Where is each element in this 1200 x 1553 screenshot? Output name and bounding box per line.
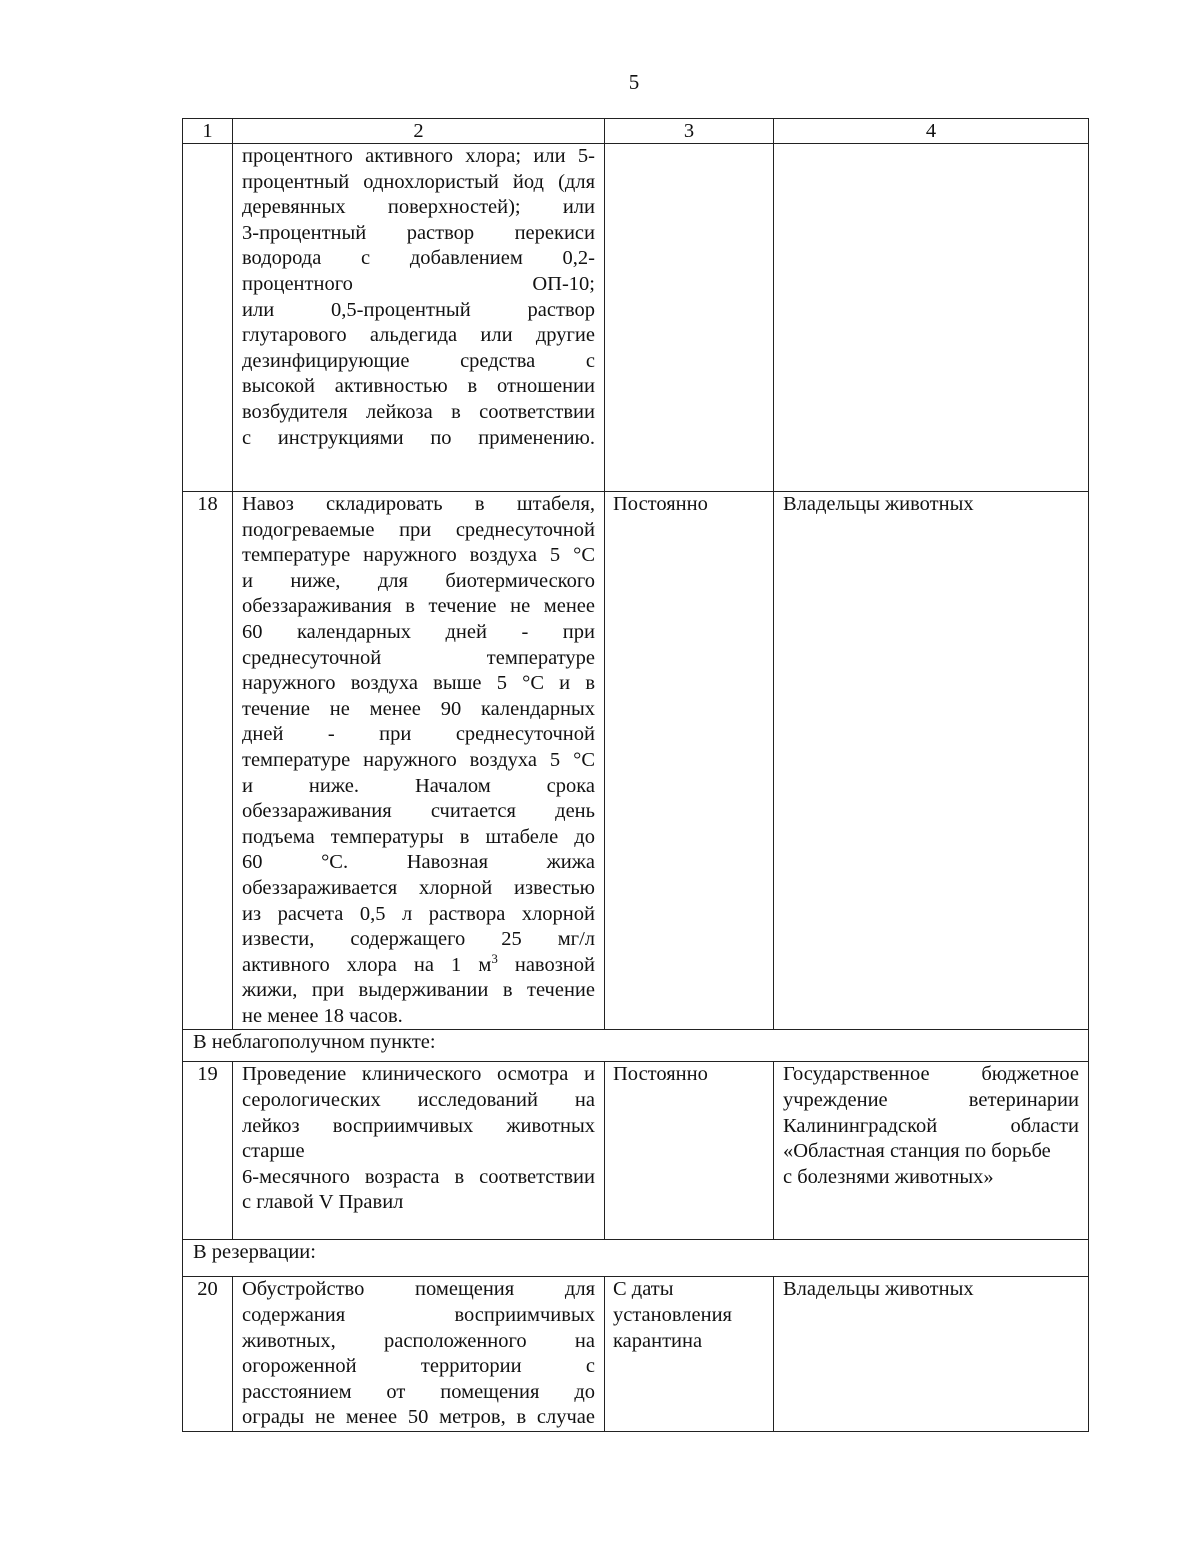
measure-line: глутарового альдегида или другие [242,324,595,347]
responsible-line: учреждение ветеринарии [783,1089,1079,1112]
term-cell [605,144,774,492]
header-col-3: 3 [605,119,774,144]
responsible-line: с болезнями животных» [783,1165,994,1188]
row-number: 18 [183,492,233,1030]
measure-line: возбудителя лейкоза в соответствии [242,400,595,423]
measure-line-part: навозной [497,953,596,976]
measure-line [242,950,596,979]
term-line: С даты [613,1278,674,1301]
measure-line: Проведение клинического осмотра и [242,1063,595,1086]
responsible-cell: Владельцы животных [774,492,1089,1030]
measure-line: температуре наружного воздуха 5 °С [242,748,595,771]
measure-line: обеззараживания в течение не менее [242,595,595,618]
page-number: 5 [628,70,640,94]
measure-line: высокой активностью в отношении [242,375,595,398]
section-title: В неблагополучном пункте: [183,1030,1089,1062]
measure-line: 6-месячного возраста в соответствии [242,1165,595,1188]
measure-text [233,492,605,1030]
measure-text [233,1062,605,1240]
responsible-cell: Владельцы животных [774,1277,1089,1432]
table-row [183,1062,1089,1240]
table-row [183,1277,1089,1432]
measure-line: или 0,5-процентный раствор [242,298,595,321]
table-header-row [183,119,1089,144]
measure-line: не менее 18 часов. [242,1004,403,1027]
measure-text [233,1277,605,1432]
table-row [183,492,1089,1030]
row-number: 20 [183,1277,233,1432]
measure-line: 60 °С. Навозная жижа [242,851,595,874]
measure-line: подъема температуры в штабеле до [242,825,595,848]
term-cell [605,1277,774,1432]
responsible-cell [774,1062,1089,1240]
measure-line: обеззараживания считается день [242,800,595,823]
measure-line: старше [242,1140,305,1163]
measure-line-part: активного хлора на 1 м [242,953,492,976]
measure-line: 3-процентный раствор перекиси [242,221,595,244]
measure-line: с инструкциями по применению. [242,426,595,449]
measure-line: серологических исследований на [242,1089,595,1112]
measure-line: подогреваемые при среднесуточной [242,518,595,541]
measure-line: водорода с добавлением 0,2- [242,247,595,270]
measure-line: наружного воздуха выше 5 °С и в [242,672,595,695]
term-cell: Постоянно [605,1062,774,1240]
row-number: 19 [183,1062,233,1240]
measure-line: течение не менее 90 календарных [242,697,595,720]
row-number [183,144,233,492]
term-cell: Постоянно [605,492,774,1030]
section-row [183,1240,1089,1277]
measure-line: содержания восприимчивых [242,1304,595,1327]
measure-line: процентного ОП-10; [242,272,595,295]
measure-line: расстоянием от помещения до [242,1380,595,1403]
term-line: карантина [613,1329,703,1352]
unit-superscript: 3 [491,950,498,966]
header-col-4: 4 [774,119,1089,144]
measure-line: жижи, при выдерживании в течение [242,979,595,1002]
measures-table [182,118,1089,1432]
measure-line: среднесуточной температуре [242,646,595,669]
measure-line: из расчета 0,5 л раствора хлорной [242,902,595,925]
measure-line: 60 календарных дней - при [242,620,595,643]
measure-line: температуре наружного воздуха 5 °С [242,544,595,567]
measure-line: деревянных поверхностей); или [242,196,595,219]
measure-line: дней - при среднесуточной [242,723,595,746]
header-col-2: 2 [233,119,605,144]
responsible-line: Калининградской области [783,1114,1079,1137]
measure-line: процентного активного хлора; или 5- [242,145,595,167]
measure-line: с главой V Правил [242,1191,404,1214]
measure-line: ограды не менее 50 метров, в случае [242,1406,595,1429]
measure-line: извести, содержащего 25 мг/л [242,928,595,951]
measure-line: дезинфицирующие средства с [242,349,595,372]
responsible-line: Государственное бюджетное [783,1063,1079,1086]
measure-text [233,144,605,492]
responsible-cell [774,144,1089,492]
header-col-1: 1 [183,119,233,144]
measure-line: огороженной территории с [242,1355,595,1378]
section-title: В резервации: [183,1240,1089,1277]
measure-line: лейкоз восприимчивых животных [242,1114,595,1137]
measure-line: Навоз складировать в штабеля, [242,493,595,515]
measure-line: процентный однохлористый йод (для [242,170,595,193]
measure-line: и ниже. Началом срока [242,774,595,797]
responsible-line: «Областная станция по борьбе [783,1140,1051,1163]
table-row [183,144,1089,492]
measure-line: обеззараживается хлорной известью [242,876,595,899]
measure-line: и ниже, для биотермического [242,569,595,592]
measure-line: Обустройство помещения для [242,1278,595,1301]
term-line: установления [613,1304,732,1327]
measure-line: животных, расположенного на [242,1329,595,1352]
section-row [183,1030,1089,1062]
